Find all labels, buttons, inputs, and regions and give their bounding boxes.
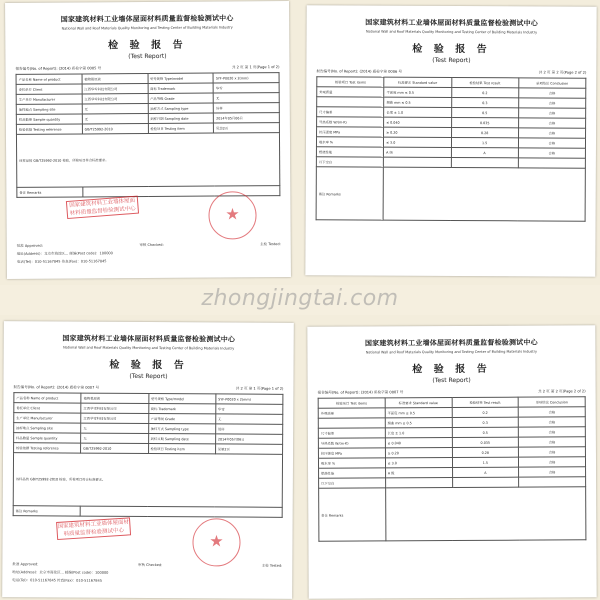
conclusion-cell: 该样品按 GB/T25992-2010 检验，所检项目符合标准要求。 [13, 453, 282, 508]
report-cover-page-1 [5, 1, 291, 279]
page-indicator: 共 2 页 第 1 页(Page 1 of 2) [235, 386, 284, 391]
table-cell: 合格 [519, 457, 586, 467]
table-cell: A [451, 147, 518, 157]
table-cell: 检验项目 Testing item [148, 123, 214, 133]
center-title-cn: 国家建筑材料工业墙体屋面材料质量监督检验测试中心 [365, 18, 539, 28]
table-cell: 无 [82, 114, 148, 124]
center-title-en: National Wall and Roof Materials Quality Monitoring and Testing Center of Building Materials Industry [63, 345, 235, 351]
address-row [17, 250, 281, 257]
table-cell [318, 418, 385, 428]
column-header: 检验项目 Test items [317, 77, 384, 87]
table-cell: 抽样地点 Sampling site [14, 423, 81, 433]
footer-address: 地址(Address)：北京市海淀区... 邮编(Post code)：100000 [16, 251, 113, 256]
table-cell: 植物毯原液 [82, 74, 148, 84]
report-heading-cn: 检 验 报 告 [412, 43, 491, 56]
center-title-cn: 国家建筑材料工业墙体屋面材料质量监督检验测试中心 [62, 334, 236, 344]
table-cell: 无 [81, 423, 148, 433]
conclusion-cell: 该样品按 GB/T25992-2010 检验，所检项目符合标准要求。 [16, 133, 279, 188]
table-cell: 植物毯原液 [81, 393, 148, 403]
table-cell: 抽样方式 Sampling type [148, 103, 214, 113]
report-heading-cn: 检 验 报 告 [412, 363, 491, 376]
table-cell: 抽样地点 Sampling site [16, 104, 82, 114]
table-cell: 送样 [213, 103, 279, 113]
column-header: 单项结论 Conclusion [518, 397, 585, 407]
report-heading-en: (Test Report) [129, 372, 168, 381]
table-cell: 0.5 [452, 427, 519, 437]
report-meta [13, 385, 283, 392]
conclusion-row [16, 133, 279, 188]
table-cell: 合格 [518, 148, 585, 158]
table-cell: 2014年05月06日 [215, 434, 282, 444]
round-seal [192, 518, 240, 566]
address-row [12, 570, 282, 577]
table-cell: 以下空白 [316, 157, 383, 167]
report-heading-cn: 检 验 报 告 [109, 359, 188, 372]
report-number: 报告编号(No. of Report): (2014) 质检字第 0007 号 [317, 390, 404, 395]
table-cell: 抽样方式 Sampling type [148, 424, 215, 434]
seal-star-icon: ★ [209, 531, 224, 551]
page-indicator: 共 2 页 第 2 页(Page 2 of 2) [537, 389, 586, 394]
tested-label: 主检 Tested: [261, 563, 283, 568]
report-meta [318, 389, 586, 395]
table-cell: 吸水率 % [318, 458, 385, 468]
report-heading-en: (Test Report) [128, 52, 167, 61]
footer-phone: 电话(Tel)：010-51167845 传真(Fax)：010-51167845 [12, 578, 102, 583]
footer-phone: 电话(Tel)：010-51167845 传真(Fax)：010-51167845 [16, 259, 107, 264]
table-cell: ≤ 3.0 [385, 458, 452, 468]
table-cell: 合格 [519, 467, 586, 477]
table-cell: 委托单位 Client [14, 403, 81, 413]
table-cell: 产品等级 Grade [148, 93, 214, 103]
table-cell: 合格 [518, 88, 585, 98]
table-cell [385, 477, 452, 487]
table-cell: A [452, 467, 519, 477]
table-cell: 无 [81, 433, 148, 443]
table-cell: 0.3 [452, 417, 519, 427]
table-cell: 商标 Trademark [148, 404, 215, 414]
table-cell: 0.28 [451, 128, 518, 138]
table-cell: 见第2页 [214, 123, 280, 133]
remarks-label: 备注 Remarks [13, 506, 80, 516]
table-cell: 平面度 mm ≤ 0.5 [384, 87, 451, 97]
results-table [316, 76, 587, 221]
column-header: 检验结果 Test result [452, 397, 519, 407]
table-cell: ≥ 0.20 [385, 448, 452, 458]
remarks-cell [385, 487, 586, 541]
table-cell: 0.035 [451, 118, 518, 128]
remarks-cell [80, 506, 282, 517]
table-cell: 生产单位 Manufacturer [14, 413, 81, 423]
table-cell [519, 477, 586, 487]
report-heading-cn: 检 验 报 告 [108, 39, 187, 52]
round-seal [208, 191, 256, 239]
table-cell: 无 [82, 104, 148, 114]
table-cell: 0.3 [451, 98, 518, 108]
table-cell [452, 477, 519, 487]
table-cell: 2014年05月06日 [214, 113, 280, 123]
table-cell: 委托单位 Client [16, 84, 82, 94]
table-cell: 长度 ± 1.0 [385, 428, 452, 438]
table-cell: 外观质量 [318, 408, 385, 418]
table-cell: 合格 [518, 108, 585, 118]
table-cell: 合格 [518, 407, 585, 417]
phone-row [12, 578, 282, 585]
table-cell: 合格 [518, 128, 585, 138]
remarks-row [319, 487, 586, 541]
signature-row [17, 242, 281, 249]
table-cell: 以下空白 [319, 478, 386, 488]
column-header: 检验结果 Test result [451, 78, 518, 88]
column-header: 检验项目 Test items [318, 398, 385, 408]
checked-label: 审核 Checked: [139, 242, 164, 248]
tested-label: 主检 Tested: [260, 242, 281, 247]
table-cell: 送样 [215, 424, 282, 434]
table-cell: 产品名称 Name of product [16, 74, 82, 84]
center-title-en: National Wall and Roof Materials Quality Monitoring and Testing Center of Building Materials Industry [365, 349, 538, 355]
table-cell: GB/T25992-2010 [81, 443, 148, 453]
table-cell: 江西华雪科技有限公司 [82, 84, 148, 94]
table-cell: 到样日期 Sampling date [148, 113, 214, 123]
table-cell: 翘曲 mm ≤ 0.5 [385, 418, 452, 428]
report-results-page-1 [305, 5, 596, 277]
table-cell: 抗压强度 MPa [317, 127, 384, 137]
report-heading-en: (Test Report) [432, 56, 471, 65]
table-cell [384, 157, 451, 167]
table-cell: 江西华雪科技有限公司 [81, 403, 148, 413]
seal-star-icon: ★ [225, 204, 240, 224]
site-watermark: zhongjingtai.com [201, 286, 399, 311]
red-stamp: 国家建筑材料工业墙体屋面材料质量监督检验测试中心 [56, 517, 131, 540]
remarks-label: 备注 Remarks [17, 187, 83, 197]
report-cover-page-2 [2, 321, 294, 599]
table-cell: 1.5 [452, 457, 519, 467]
table-cell: 检验依据 Testing reference [16, 124, 82, 134]
table-cell: 到样日期 Sampling date [148, 434, 215, 444]
table-cell: 江西华雪科技有限公司 [81, 413, 148, 423]
table-cell [451, 157, 518, 167]
remarks-row [13, 506, 282, 518]
footer [17, 239, 281, 265]
table-cell: 合格 [518, 98, 585, 108]
center-title-cn: 国家建筑材料工业墙体屋面材料质量监督检验测试中心 [60, 14, 234, 24]
table-cell: 生产单位 Manufacturer [16, 94, 82, 104]
table-cell [518, 158, 585, 168]
table-cell: GB/T25992-2010 [82, 124, 148, 134]
table-cell: 合格 [519, 427, 586, 437]
remarks-cell [83, 186, 280, 197]
table-cell: 华雪 [213, 83, 279, 93]
table-cell: 无 [215, 414, 282, 424]
table-cell: 尺寸偏差 [317, 107, 384, 117]
approved-label: 批准 Approved: [12, 562, 39, 567]
phone-row [17, 258, 281, 265]
table-cell: 商标 Trademark [148, 83, 214, 93]
table-cell: ≤ 0.040 [384, 117, 451, 127]
table-cell: SYF-P0020 x 2(mm) [213, 73, 279, 83]
table-cell: 0.28 [452, 447, 519, 457]
center-title-cn: 国家建筑材料工业墙体屋面材料质量监督检验测试中心 [364, 338, 538, 348]
table-cell: 产品等级 Grade [148, 414, 215, 424]
approved-label: 批准 Approved: [16, 243, 43, 248]
report-results-page-2 [307, 325, 596, 599]
center-title-en: National Wall and Roof Materials Quality Monitoring and Testing Center of Building Materials Industry [365, 29, 538, 35]
conclusion-row [13, 453, 282, 508]
center-title-en: National Wall and Roof Materials Quality Monitoring and Testing Center of Building Materials Industry [61, 25, 233, 31]
table-cell: 样品数量 Sample quantity [14, 433, 81, 443]
table-cell: 1.5 [451, 138, 518, 148]
report-meta [15, 65, 279, 72]
table-cell: SYF-P0020 x 2(mm) [216, 394, 283, 404]
table-cell: 华雪 [216, 404, 283, 414]
table-cell: A 级 [384, 147, 451, 157]
table-cell: 尺寸偏差 [318, 428, 385, 438]
report-number: 报告编号(No. of Report): (2014) 质检字第 0006 号 [316, 69, 403, 74]
table-cell: 翘曲 mm ≤ 0.5 [384, 97, 451, 107]
table-cell: 0.035 [452, 437, 519, 447]
remarks-row [316, 167, 585, 221]
info-table [13, 392, 284, 518]
column-header: 标准要求 Standard value [384, 77, 451, 87]
page-indicator: 共 2 页 第 2 页(Page 2 of 2) [538, 70, 587, 75]
table-cell [317, 97, 384, 107]
table-cell: 导热系数 W/(m·K) [318, 438, 385, 448]
table-cell: 检验项目 Testing item [148, 444, 215, 454]
table-cell: ≥ 0.20 [384, 127, 451, 137]
remarks-label: 备注 Remarks [319, 488, 386, 541]
table-cell: 无 [213, 93, 279, 103]
report-number: 报告编号(No. of Report): (2014) 质检字第 0005 号 [15, 66, 102, 71]
table-cell: 合格 [519, 417, 586, 427]
table-cell: 长度 ± 1.0 [384, 107, 451, 117]
red-stamp: 国家建筑材料工业墙体屋面材料质量监督检验测试中心 [66, 196, 139, 219]
table-cell: 合格 [519, 447, 586, 457]
table-cell: 燃烧性能 [319, 468, 386, 478]
column-header: 单项结论 Conclusion [519, 78, 586, 88]
table-cell: 型号规格 Type/model [148, 73, 214, 83]
report-meta [316, 69, 586, 75]
signature-row [12, 562, 282, 569]
column-header: 标准要求 Standard value [385, 398, 452, 408]
table-cell: 燃烧性能 [316, 147, 383, 157]
footer-address: 地址(Address)：北京市海淀区... 邮编(Post code)：100000 [12, 570, 109, 575]
table-cell: ≤ 3.0 [384, 137, 451, 147]
info-table [16, 72, 281, 198]
remarks-label: 备注 Remarks [316, 167, 384, 220]
table-cell: A 级 [385, 467, 452, 477]
table-cell: 导热系数 W/(m·K) [317, 117, 384, 127]
table-cell: 合格 [519, 437, 586, 447]
table-cell: 吸水率 % [316, 137, 383, 147]
table-cell: 抗压强度 MPa [318, 448, 385, 458]
results-table [318, 396, 587, 541]
table-cell: 0.5 [451, 108, 518, 118]
table-cell: 样品数量 Sample quantity [16, 114, 82, 124]
table-cell: 产品名称 Name of product [14, 393, 81, 403]
page-indicator: 共 2 页 第 1 页(Page 1 of 2) [231, 65, 280, 70]
table-cell: 见第2页 [215, 444, 282, 454]
table-cell: 合格 [518, 118, 585, 128]
remarks-cell [383, 167, 585, 221]
table-cell: 合格 [518, 138, 585, 148]
table-cell: 0.2 [451, 88, 518, 98]
table-cell: 检验依据 Testing reference [14, 443, 81, 453]
table-cell: 江西华雪科技有限公司 [82, 94, 148, 104]
table-cell: 0.2 [452, 407, 519, 417]
table-cell: ≤ 0.040 [385, 438, 452, 448]
table-cell: 外观质量 [317, 87, 384, 97]
report-number: 报告编号(No. of Report): (2014) 质检字第 0007 号 [13, 385, 100, 390]
footer [12, 559, 282, 585]
checked-label: 审核 Checked: [137, 562, 163, 568]
table-cell: 平面度 mm ≤ 0.5 [385, 408, 452, 418]
report-heading-en: (Test Report) [432, 376, 471, 385]
table-cell: 型号规格 Type/model [148, 394, 215, 404]
